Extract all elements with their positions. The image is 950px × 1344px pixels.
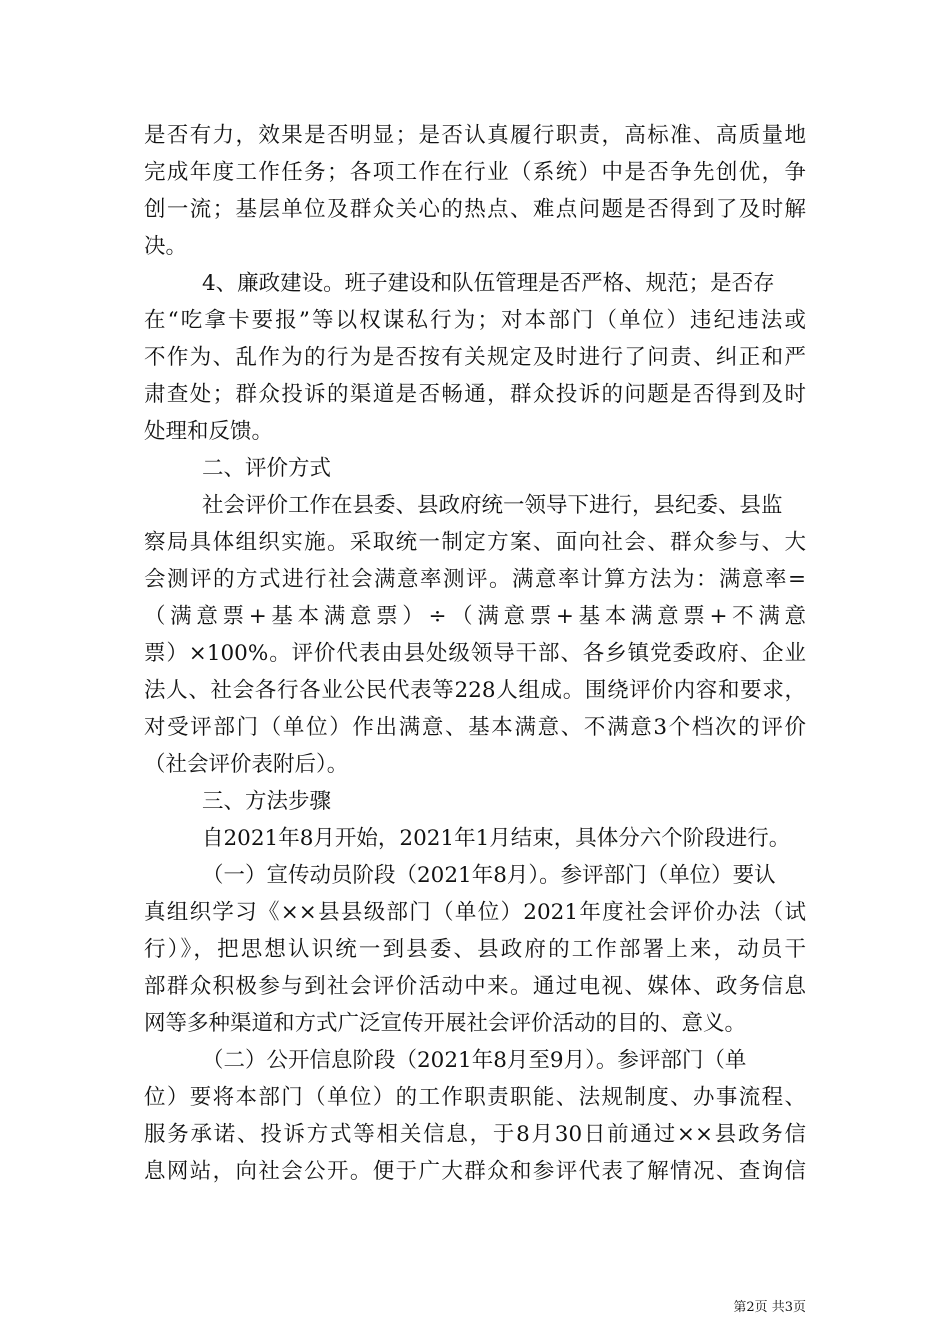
section-heading: 三、方法步骤 [202,789,332,814]
text-line: 服务承诺、投诉方式等相关信息，于8月30日前通过××县政务信 [144,1122,806,1147]
text-line: （二）公开信息阶段（2021年8月至9月）。参评部门（单 [202,1048,747,1073]
text-line: 是否有力，效果是否明显；是否认真履行职责，高标准、高质量地 [144,123,806,148]
text-line: 真组织学习《××县县级部门（单位）2021年度社会评价办法（试 [144,900,806,925]
text-line: （一）宣传动员阶段（2021年8月）。参评部门（单位）要认 [202,863,776,888]
text-line: 在“吃拿卡要报”等以权谋私行为；对本部门（单位）违纪违法或 [144,308,806,333]
text-line: 处理和反馈。 [144,419,274,444]
text-line: 社会评价工作在县委、县政府统一领导下进行，县纪委、县监 [202,493,783,518]
text-line: 4、廉政建设。班子建设和队伍管理是否严格、规范；是否存 [202,271,775,296]
text-line: 肃查处；群众投诉的渠道是否畅通，群众投诉的问题是否得到及时 [144,382,806,407]
text-line: 创一流；基层单位及群众关心的热点、难点问题是否得到了及时解 [144,197,806,222]
text-line: 不作为、乱作为的行为是否按有关规定及时进行了问责、纠正和严 [144,345,806,370]
text-line: 会测评的方式进行社会满意率测评。满意率计算方法为：满意率= [144,567,806,592]
text-line: 自2021年8月开始，2021年1月结束，具体分六个阶段进行。 [202,826,791,851]
page-number: 第2页 共3页 [733,1300,806,1315]
text-line: 决。 [144,234,188,259]
text-line: 息网站，向社会公开。便于广大群众和参评代表了解情况、查询信 [144,1159,806,1184]
text-line: 位）要将本部门（单位）的工作职责职能、法规制度、办事流程、 [144,1085,806,1110]
text-line: （满意票+基本满意票）÷（满意票+基本满意票+不满意 [144,604,806,629]
text-line: 对受评部门（单位）作出满意、基本满意、不满意3个档次的评价 [144,715,806,740]
text-line: 部群众积极参与到社会评价活动中来。通过电视、媒体、政务信息 [144,974,806,999]
text-line: （社会评价表附后）。 [144,752,349,777]
text-line: 网等多种渠道和方式广泛宣传开展社会评价活动的目的、意义。 [144,1011,747,1036]
text-line: 行）》，把思想认识统一到县委、县政府的工作部署上来，动员干 [144,937,806,962]
text-line: 法人、社会各行各业公民代表等228人组成。围绕评价内容和要求， [144,678,806,703]
text-line: 完成年度工作任务；各项工作在行业（系统）中是否争先创优，争 [144,160,806,185]
text-line: 票）×100%。评价代表由县处级领导干部、各乡镇党委政府、企业 [144,641,806,666]
section-heading: 二、评价方式 [202,456,332,481]
text-line: 察局具体组织实施。采取统一制定方案、面向社会、群众参与、大 [144,530,806,555]
